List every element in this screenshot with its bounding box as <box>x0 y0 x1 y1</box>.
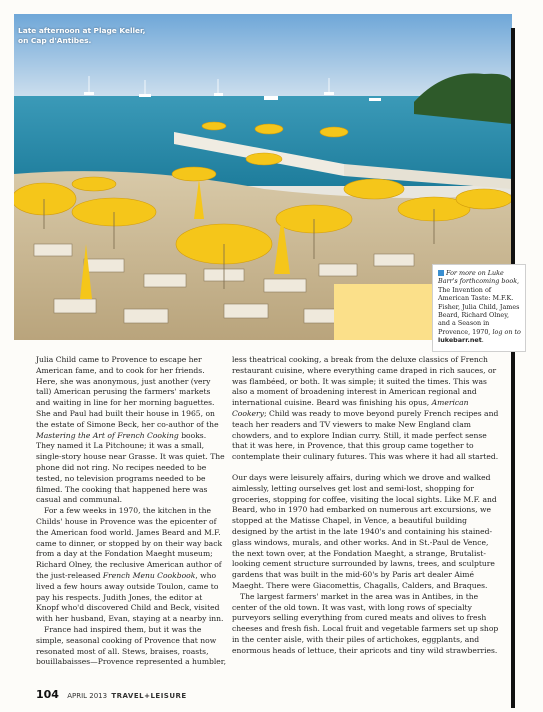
right-paragraph-3: The largest farmers' market in the area was in Antibes, in the center of the old town. It was vast, with long rows of specialty purveyors selling everything from cured meats and olives to fresh cheeses and fresh fish. Local fruit and vegetable farmers set up shop in the center aisle, with their piles of artichokes, eggplants, and enormous heads of lettuce, their apricots and tiny wild strawberries. <box>232 591 499 655</box>
left-column <box>36 355 226 668</box>
sidebar-book-title: The Invention of American Taste: M.F.K. Fisher, Julia Child, James Beard, Richard Olney, and a Season in Provence, 1970 <box>438 285 520 336</box>
photo-caption: Late afternoon at Plage Keller, on Cap d'Antibes. <box>18 26 146 45</box>
right-column <box>232 355 500 657</box>
book-title-french-menu: French Menu Cookbook <box>102 570 196 580</box>
sidebar-text-b: , log on to <box>488 327 521 336</box>
right-paragraph-2: Our days were leisurely affairs, during which we drove and walked aimlessly, letting ourselves get lost and semi-lost, shopping for groceries, stopping for coffee, visiting the local sights. Like M.F. and Beard, who in 1970 had embarked on numerous art excursions, we stopped at the Matisse Chapel, in Vence, a beautiful building designed by the artist in the late 1940's and containing his stained-glass windows, murals, and other works. And in St.-Paul de Vence, the next town over, at the Fondation Maeght, a strange, Brutalist-looking cement structure surrounded by lawns, trees, and sculpture gardens that was built in the mid-60's by Paris art dealer Aimé Maeght. There were Giacomettis, Chagalls, Calders, and Braques. <box>232 472 497 590</box>
page-number: 104 <box>36 688 59 701</box>
book-title-mastering: Mastering the Art of French Cooking <box>36 430 179 440</box>
magazine-name: TRAVEL+LEISURE <box>111 692 187 700</box>
book-title-american-cookery: American Cookery <box>232 398 469 418</box>
right-paragraph-1: less theatrical cooking, a break from the deluxe classics of French restaurant cuisine, where everything came draped in rich sauces, or was flambéed, or both. It was simple; it suited the times. This was also a moment of broadening interest in American regional and international cuisine. Beard was finishing his opus, American Cookery; Child was ready to move beyond purely French recipes and teach her readers and TV viewers to make New England clam chowders, and to explore Indian curry. Still, it made perfect sense that it was here, in Provence, that this group came together to contemplate their culinary futures. This was where it had all started. <box>232 355 499 462</box>
blue-square-icon <box>438 270 444 276</box>
sidebar-text-a: For more on Luke Barr's forthcoming book, <box>438 269 520 286</box>
left-paragraph-3: France had inspired them, but it was the simple, seasonal cooking of Provence that now resonated most of all. Stews, braises, roasts, bouillabaisses—Provence represented a humbler, <box>36 624 227 667</box>
left-paragraph-2: For a few weeks in 1970, the kitchen in the Childs' house in Provence was the epicenter of the American food world. James Beard and M.F. came to dinner, or stopped by on their way back from a day at the Fondation Maeght museum; Richard Olney, the reclusive American author of the just-released French Menu Cookbook, who lived a few hours away outside Toulon, came to pay his respects. Judith Jones, the editor at Knopf who'd discovered Child and Beck, visited with her husband, Evan, staying at a nearby inn. <box>36 506 224 624</box>
left-paragraph-1: Julia Child came to Provence to escape her American fame, and to cook for her friends. Here, she was anonymous, just another (very tall) American perusing the farmers' markets and waiting in line for her morning baguettes. She and Paul had built their house in 1965, on the estate of Simone Beck, her co-author of the Mastering the Art of French Cooking books. They named it La Pitchoune; it was a small, single-story house near Grasse. It was quiet. The phone did not ring. No recipes needed to be tested, no television programs needed to be filmed. The cooking that happened here was casual and communal. <box>36 355 225 505</box>
more-info-box <box>432 264 526 352</box>
sidebar-text-c: . <box>481 336 484 345</box>
issue-date: APRIL 2013 <box>67 692 108 700</box>
sidebar-link[interactable]: lukebarr.net <box>438 336 482 345</box>
page-edge-bar <box>511 28 515 708</box>
page-footer <box>36 688 187 701</box>
